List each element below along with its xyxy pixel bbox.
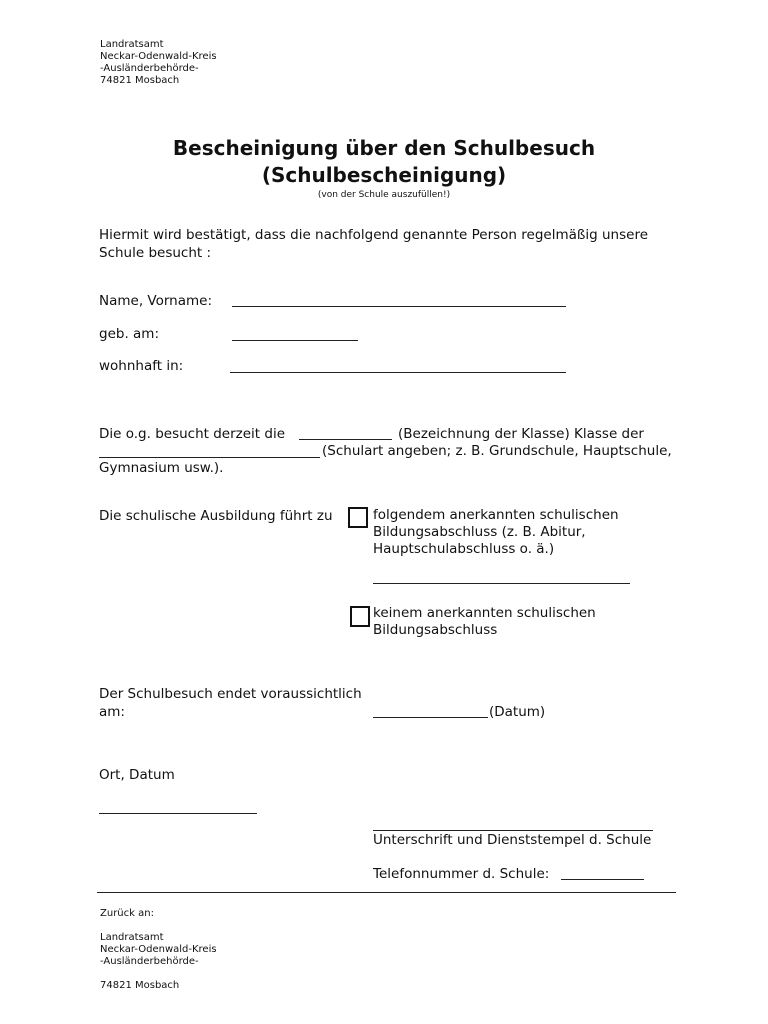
ende-label: am: xyxy=(99,704,125,720)
schulart-hint: Gymnasium usw.). xyxy=(99,460,224,476)
divider xyxy=(97,892,676,893)
sender-line: Landratsamt xyxy=(100,39,164,50)
ende-label: Der Schulbesuch endet voraussichtlich xyxy=(99,686,362,702)
ende-date-field[interactable] xyxy=(373,717,488,718)
return-line: -Ausländerbehörde- xyxy=(100,956,199,967)
ende-date-hint: (Datum) xyxy=(489,704,546,720)
title-note: (von der Schule auszufüllen!) xyxy=(317,190,451,200)
klasse-field[interactable] xyxy=(299,439,392,440)
ort-datum-field[interactable] xyxy=(99,813,257,814)
signature-label: Unterschrift und Dienststempel d. Schule xyxy=(373,832,652,848)
return-line: 74821 Mosbach xyxy=(100,980,180,991)
ausbildung-label: Die schulische Ausbildung führt zu xyxy=(99,508,333,524)
abschluss-field[interactable] xyxy=(373,583,630,584)
return-label: Zurück an: xyxy=(100,908,154,919)
intro-text: Hiermit wird bestätigt, dass die nachfolgend genannte Person regelmäßig unsere xyxy=(99,227,649,243)
address-field[interactable] xyxy=(230,372,566,373)
option-anerkannt-label: Hauptschulabschluss o. ä.) xyxy=(373,541,555,557)
schulart-field[interactable] xyxy=(99,457,320,458)
option-kein-abschluss-checkbox[interactable] xyxy=(350,606,370,627)
schulart-hint: (Schulart angeben; z. B. Grundschule, Hauptschule, xyxy=(322,443,672,459)
ort-datum-label: Ort, Datum xyxy=(99,767,175,783)
intro-text: Schule besucht : xyxy=(99,245,212,261)
dob-field[interactable] xyxy=(232,340,358,341)
name-field[interactable] xyxy=(232,306,566,307)
address-label: wohnhaft in: xyxy=(99,358,184,374)
return-line: Neckar-Odenwald-Kreis xyxy=(100,944,217,955)
phone-field[interactable] xyxy=(561,879,644,880)
option-kein-abschluss-label: keinem anerkannten schulischen xyxy=(373,605,596,621)
option-anerkannt-label: folgendem anerkannten schulischen xyxy=(373,507,619,523)
name-label: Name, Vorname: xyxy=(99,293,213,309)
sender-line: Neckar-Odenwald-Kreis xyxy=(100,51,217,62)
sender-line: 74821 Mosbach xyxy=(100,75,180,86)
option-anerkannt-checkbox[interactable] xyxy=(348,507,368,528)
klasse-text: Die o.g. besucht derzeit die xyxy=(99,426,286,442)
signature-field[interactable] xyxy=(373,830,653,831)
page-subtitle: (Schulbescheinigung) xyxy=(261,163,507,187)
sender-line: -Ausländerbehörde- xyxy=(100,63,199,74)
page-title: Bescheinigung über den Schulbesuch xyxy=(172,136,596,160)
return-line: Landratsamt xyxy=(100,932,164,943)
phone-label: Telefonnummer d. Schule: xyxy=(373,866,550,882)
dob-label: geb. am: xyxy=(99,326,159,342)
klasse-text: (Bezeichnung der Klasse) Klasse der xyxy=(398,426,644,442)
option-kein-abschluss-label: Bildungsabschluss xyxy=(373,622,498,638)
option-anerkannt-label: Bildungsabschluss (z. B. Abitur, xyxy=(373,524,586,540)
